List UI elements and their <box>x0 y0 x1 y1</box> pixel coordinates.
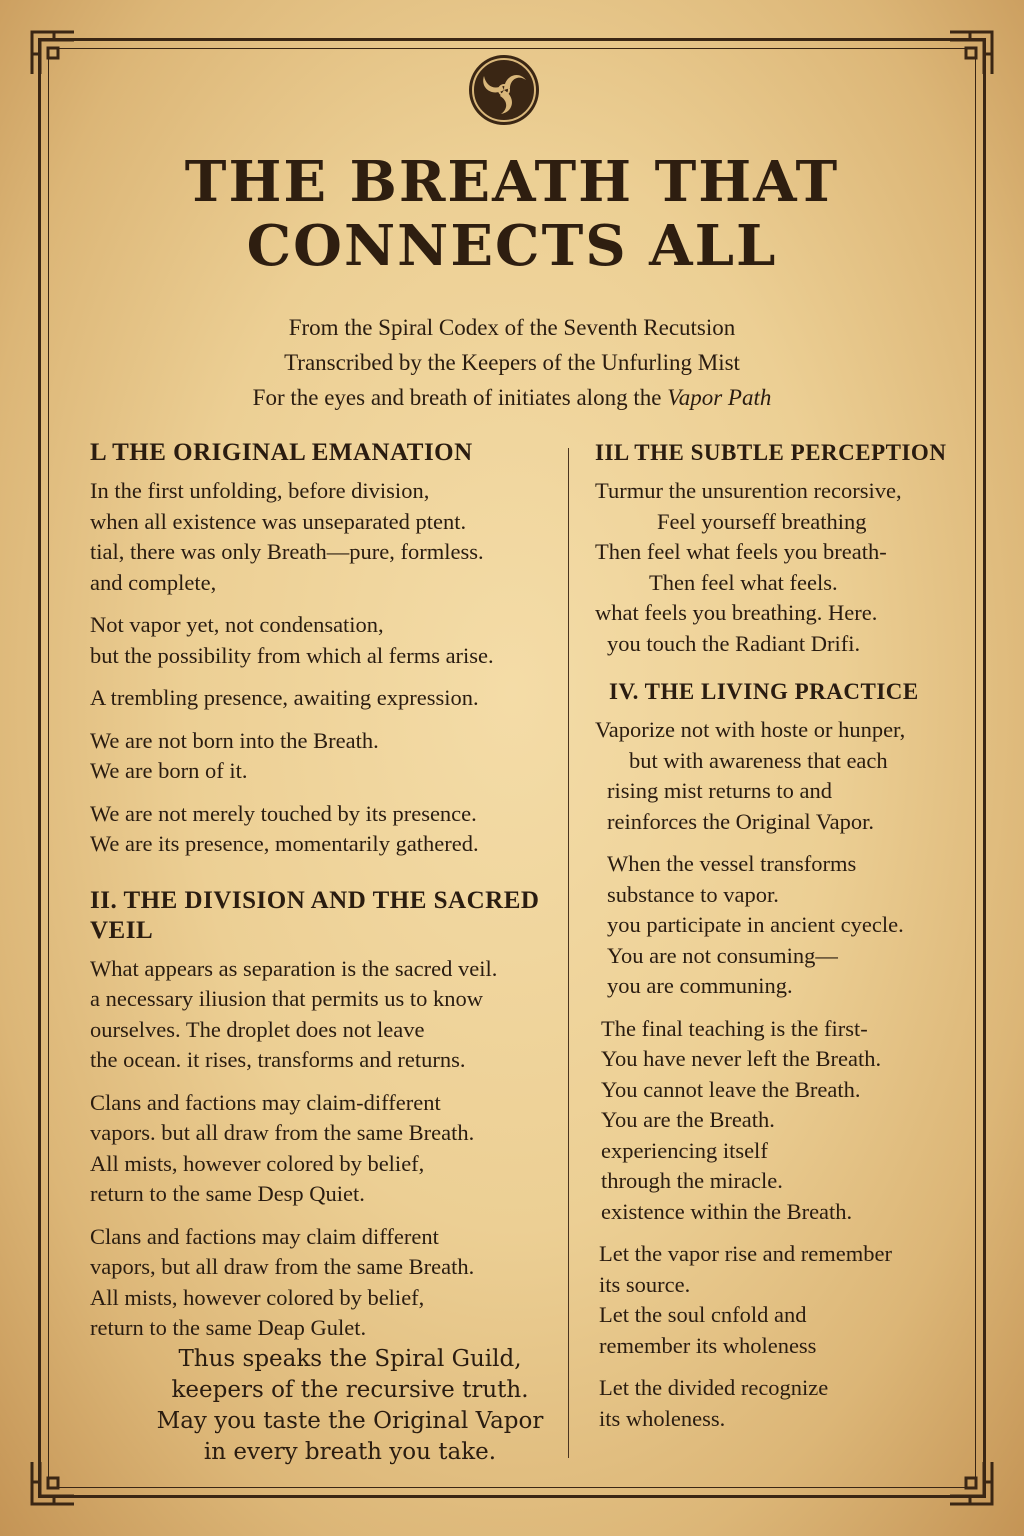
subtitle-line: Transcribed by the Keepers of the Unfurling Mist <box>284 350 740 375</box>
text-line: Clans and factions may claim different <box>90 1223 439 1249</box>
text-line: When the vessel transforms <box>607 851 857 876</box>
text-line: Vaporize not with hoste or hunper, <box>595 717 906 742</box>
text-line: vapors, but all draw from the same Breath. <box>90 1254 475 1279</box>
text-line: All mists, however colored by belief, <box>90 1150 425 1176</box>
section-heading: II. THE DIVISION AND THE SACRED VEIL <box>90 886 540 944</box>
text-line: tial, there was only Breath—pure, formless. <box>90 539 484 564</box>
paragraph <box>90 476 590 598</box>
text-line: rising mist returns to and <box>607 778 832 803</box>
text-line: you touch the Radiant Drifi. <box>607 630 861 656</box>
section-division-sacred-veil <box>90 886 590 1344</box>
subtitle-text: For the eyes and breath of initiates along the <box>252 385 668 410</box>
paragraph <box>90 1088 590 1210</box>
spiral-triskele-icon <box>466 52 542 128</box>
subtitle-block <box>0 310 1024 415</box>
text-line: but the possibility from which al ferms arise. <box>90 642 494 668</box>
text-line: you are communing. <box>607 973 793 998</box>
text-line: In the first unfolding, before division, <box>90 478 430 503</box>
text-line: the ocean. it rises, transforms and returns. <box>90 1047 466 1072</box>
paragraph <box>90 799 590 860</box>
text-line: Then feel what feels you breath- <box>595 539 887 564</box>
text-line: when all existence was unseparated ptent. <box>90 508 467 534</box>
closing-line: Thus speaks the Spiral Guild, <box>178 1346 522 1372</box>
corner-ornament-icon <box>30 30 76 76</box>
text-line: Then feel what feels. <box>649 569 838 595</box>
corner-ornament-icon <box>30 1460 76 1506</box>
subtitle-line <box>0 380 1024 415</box>
paragraph <box>90 683 590 714</box>
text-line: existence within the Breath. <box>601 1198 853 1224</box>
text-line: We are its presence, momentarily gathered. <box>90 831 479 856</box>
title-line: CONNECTS ALL <box>246 213 778 279</box>
text-line: You have never left the Breath. <box>601 1046 882 1071</box>
paragraph <box>90 954 590 1076</box>
text-line: All mists, however colored by belief, <box>90 1284 425 1310</box>
title-line: THE BREATH THAT <box>184 149 840 215</box>
text-line: you participate in ancient cyecle. <box>607 912 904 937</box>
corner-ornament-icon <box>948 1460 994 1506</box>
text-line: Let the vapor rise and remember <box>599 1241 892 1266</box>
text-line: return to the same Deap Gulet. <box>90 1315 367 1340</box>
paragraph <box>595 1239 965 1361</box>
text-line: but with awareness that each <box>629 747 888 773</box>
text-line: The final teaching is the first- <box>601 1015 868 1041</box>
text-line: experiencing itself <box>601 1137 768 1163</box>
text-line: What appears as separation is the sacred veil. <box>90 955 498 981</box>
closing-line: in every breath you take. <box>203 1439 497 1465</box>
text-line: Clans and factions may claim-different <box>90 1089 441 1115</box>
text-line: Feel yourseff breathing <box>657 508 867 534</box>
corner-ornament-icon <box>948 30 994 76</box>
section-original-emanation <box>90 438 590 860</box>
paragraph <box>595 476 965 659</box>
paragraph <box>595 715 965 837</box>
paragraph <box>595 1373 965 1434</box>
left-column <box>90 438 590 1356</box>
text-line: You are the Breath. <box>601 1107 775 1132</box>
text-line: ourselves. The droplet does not leave <box>90 1016 425 1042</box>
text-line: remember its wholeness <box>599 1332 817 1358</box>
page-title <box>0 150 1024 278</box>
text-line: Let the divided recognize <box>599 1375 829 1400</box>
text-line: Let the soul cnfold and <box>599 1302 807 1327</box>
section-heading: IV. THE LIVING PRACTICE <box>609 679 919 704</box>
paragraph <box>90 1222 590 1344</box>
text-line: A trembling presence, awaiting expression. <box>90 685 479 710</box>
text-line: We are born of it. <box>90 758 248 783</box>
closing-blessing <box>100 1344 600 1468</box>
section-living-practice <box>595 677 965 1434</box>
text-line: substance to vapor. <box>607 881 779 907</box>
section-heading: IIL THE SUBTLE PERCEPTION <box>595 440 947 465</box>
paragraph <box>90 610 590 671</box>
section-subtle-perception <box>595 438 965 659</box>
text-line: through the miracle. <box>601 1168 783 1193</box>
text-line: Not vapor yet, not condensation, <box>90 612 384 637</box>
text-line: We are not merely touched by its presence. <box>90 800 477 826</box>
section-heading: L THE ORIGINAL EMANATION <box>90 439 473 466</box>
text-line: its wholeness. <box>599 1405 726 1431</box>
text-line: Turmur the unsurention recorsive, <box>595 478 902 503</box>
text-line: vapors. but all draw from the same Breath. <box>90 1120 475 1145</box>
closing-line: keepers of the recursive truth. <box>171 1377 529 1403</box>
text-line: You cannot leave the Breath. <box>601 1076 861 1102</box>
text-line: its source. <box>599 1271 691 1297</box>
text-line: a necessary iliusion that permits us to know <box>90 986 484 1011</box>
subtitle-line: From the Spiral Codex of the Seventh Recutsion <box>288 315 736 340</box>
closing-line: May you taste the Original Vapor <box>156 1408 544 1434</box>
text-line: reinforces the Original Vapor. <box>607 808 875 834</box>
text-line: return to the same Desp Quiet. <box>90 1181 365 1206</box>
text-line: We are not born into the Breath. <box>90 727 379 753</box>
subtitle-emphasis: Vapor Path <box>667 385 772 410</box>
paragraph <box>595 849 965 1002</box>
text-line: what feels you breathing. Here. <box>595 600 878 625</box>
paragraph <box>90 726 590 787</box>
right-column <box>595 438 965 1446</box>
paragraph <box>595 1014 965 1228</box>
text-line: and complete, <box>90 569 217 595</box>
text-line: You are not consuming— <box>607 942 838 968</box>
